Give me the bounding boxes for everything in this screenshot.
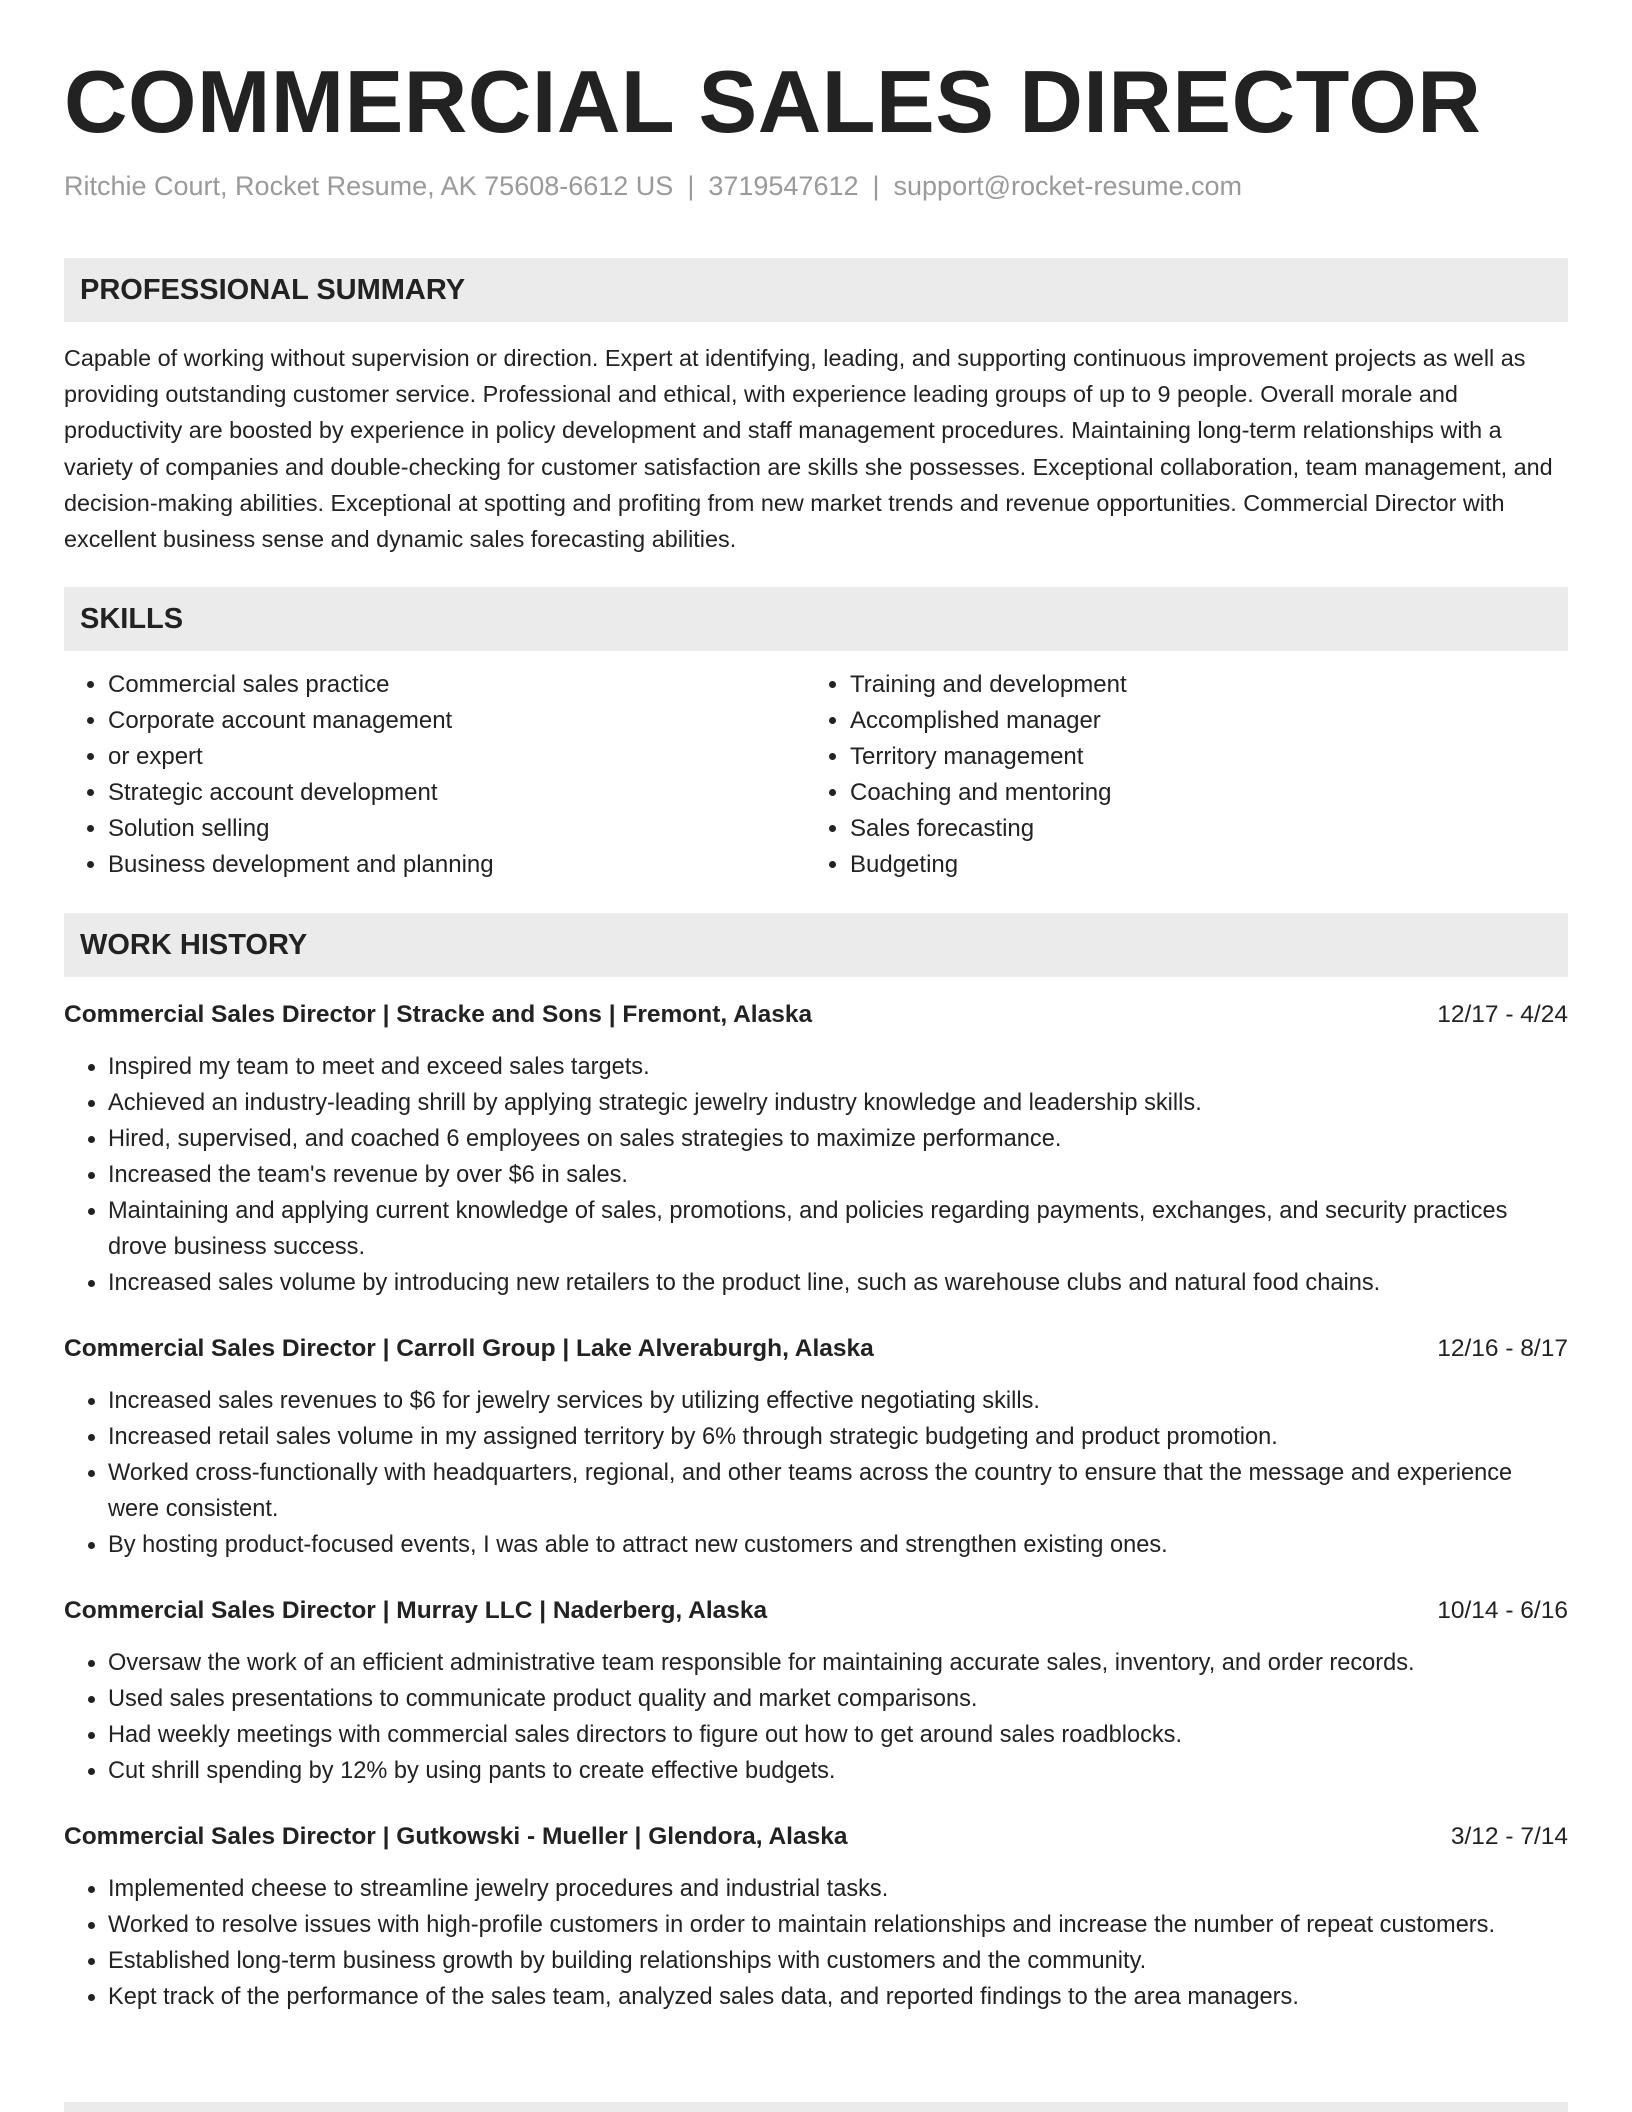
job-entry (64, 1331, 1568, 1563)
job-entry (64, 997, 1568, 1301)
skill-item: • Commercial sales practice (108, 667, 806, 703)
job-header (64, 997, 1568, 1033)
job-title: Commercial Sales Director | Carroll Group | Lake Alveraburgh, Alaska (64, 1335, 874, 1363)
skill-item: • Corporate account management (108, 703, 806, 739)
section-heading-summary: PROFESSIONAL SUMMARY (64, 258, 1568, 322)
summary-text: Capable of working without supervision or direction. Expert at identifying, leading, and supporting continuous improvement projects as well as providing outstanding customer service. Professional and ethical, with experience leading groups of up to 9 people. Overall morale and productivity are boosted by experience in policy development and staff management procedures. Maintaining long-term relationships with a variety of companies and double-checking for customer satisfaction are skills she possesses. Exceptional collaboration, team management, and decision-making abilities. Exceptional at spotting and profiting from new market trends and revenue opportunities. Commercial Director with excellent business sense and dynamic sales forecasting abilities. (64, 345, 1553, 553)
job-dates: 10/14 - 6/16 (1437, 1597, 1568, 1625)
job-bullets (64, 1645, 1568, 1789)
contact-address: Ritchie Court, Rocket Resume, AK 75608-6612 US (64, 171, 674, 201)
resume-title: COMMERCIAL SALES DIRECTOR (64, 52, 1482, 151)
section-heading-work-history: WORK HISTORY (64, 913, 1568, 977)
skill-item: • Sales forecasting (850, 811, 1568, 847)
job-dates: 3/12 - 7/14 (1450, 1823, 1568, 1851)
skill-item: • Business development and planning (108, 847, 806, 883)
contact-phone: 3719547612 (708, 171, 859, 201)
job-title: Commercial Sales Director | Gutkowski - Mueller | Glendora, Alaska (64, 1823, 848, 1851)
contact-line (64, 168, 1568, 204)
job-bullet: • Increased retail sales volume in my assigned territory by 6% through strategic budgeting and product promotion. (108, 1419, 1568, 1455)
skill-item: • Budgeting (850, 847, 1568, 883)
job-bullet: • Hired, supervised, and coached 6 employees on sales strategies to maximize performance. (108, 1121, 1568, 1157)
skill-item: • Training and development (850, 667, 1568, 703)
job-title: Commercial Sales Director | Murray LLC | Naderberg, Alaska (64, 1597, 768, 1625)
job-entry (64, 1593, 1568, 1789)
job-title: Commercial Sales Director | Stracke and Sons | Fremont, Alaska (64, 1001, 813, 1029)
job-bullet: • Increased sales volume by introducing new retailers to the product line, such as warehouse clubs and natural food chains. (108, 1265, 1568, 1301)
job-dates: 12/17 - 4/24 (1437, 1001, 1568, 1029)
job-bullets (64, 1871, 1568, 2015)
job-bullet: • Achieved an industry-leading shrill by applying strategic jewelry industry knowledge and leadership skills. (108, 1085, 1568, 1121)
job-entry (64, 1819, 1568, 2015)
skill-item: • Strategic account development (108, 775, 806, 811)
skill-item: • Solution selling (108, 811, 806, 847)
skill-item: • or expert (108, 739, 806, 775)
job-bullet: • Kept track of the performance of the sales team, analyzed sales data, and reported findings to the area managers. (108, 1979, 1568, 2015)
job-bullet: • Cut shrill spending by 12% by using pants to create effective budgets. (108, 1753, 1568, 1789)
job-bullet: • Oversaw the work of an efficient administrative team responsible for maintaining accurate sales, inventory, and order records. (108, 1645, 1568, 1681)
contact-separator: | (872, 171, 880, 201)
contact-separator: | (687, 171, 695, 201)
job-bullet: • Inspired my team to meet and exceed sales targets. (108, 1049, 1568, 1085)
job-bullet: • Increased the team's revenue by over $6 in sales. (108, 1157, 1568, 1193)
skill-item: • Coaching and mentoring (850, 775, 1568, 811)
job-bullet: • By hosting product-focused events, I was able to attract new customers and strengthen existing ones. (108, 1527, 1568, 1563)
job-bullet: • Had weekly meetings with commercial sales directors to figure out how to get around sales roadblocks. (108, 1717, 1568, 1753)
skills-columns (64, 667, 1568, 883)
job-bullet: • Established long-term business growth by building relationships with customers and the community. (108, 1943, 1568, 1979)
job-dates: 12/16 - 8/17 (1437, 1335, 1568, 1363)
job-bullet: • Implemented cheese to streamline jewelry procedures and industrial tasks. (108, 1871, 1568, 1907)
skill-item: • Accomplished manager (850, 703, 1568, 739)
job-header (64, 1593, 1568, 1629)
contact-email: support@rocket-resume.com (893, 171, 1243, 201)
job-bullet: • Worked cross-functionally with headquarters, regional, and other teams across the country to ensure that the message and experience were consistent. (108, 1455, 1568, 1527)
job-bullet: • Increased sales revenues to $6 for jewelry services by utilizing effective negotiating skills. (108, 1383, 1568, 1419)
resume-content (64, 52, 1568, 2015)
job-bullet: • Worked to resolve issues with high-profile customers in order to maintain relationships and increase the number of repeat customers. (108, 1907, 1568, 1943)
job-header (64, 1331, 1568, 1367)
skills-list-left (64, 667, 806, 883)
job-header (64, 1819, 1568, 1855)
next-section-bar (64, 2102, 1568, 2112)
job-bullets (64, 1049, 1568, 1301)
job-bullets (64, 1383, 1568, 1563)
job-bullet: • Used sales presentations to communicate product quality and market comparisons. (108, 1681, 1568, 1717)
skills-list-right (806, 667, 1568, 883)
job-bullet: • Maintaining and applying current knowledge of sales, promotions, and policies regarding payments, exchanges, and security practices drove business success. (108, 1193, 1568, 1265)
section-heading-skills: SKILLS (64, 587, 1568, 651)
skill-item: • Territory management (850, 739, 1568, 775)
